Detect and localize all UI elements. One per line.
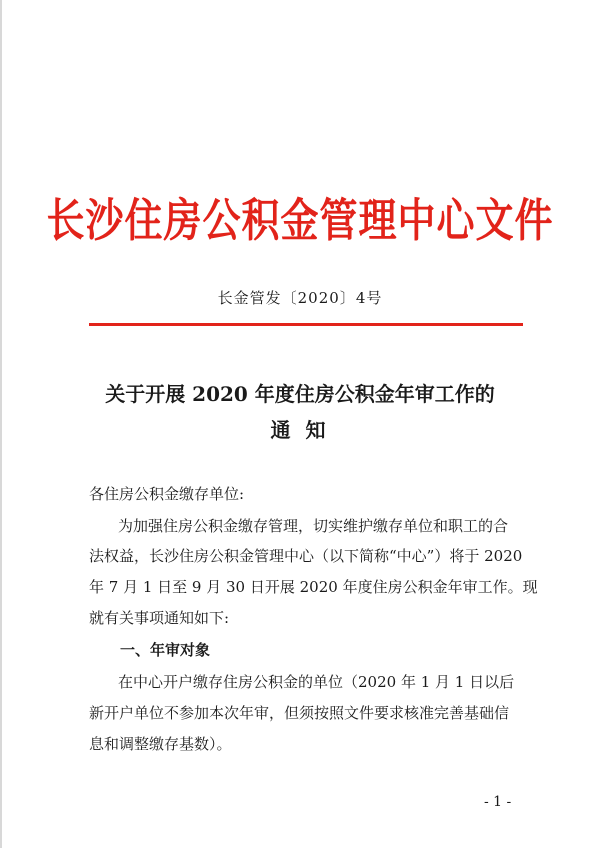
salutation: 各住房公积金缴存单位: [89,485,245,503]
document-number: 长金管发〔2020〕4号 [217,289,383,307]
paragraph-1-line-4: 就有关事项通知如下: [89,609,230,627]
paragraph-1-line-2: 法权益，长沙住房公积金管理中心（以下简称“中心”）将于 2020 [89,547,523,565]
paragraph-1-line-3: 年 7 月 1 日至 9 月 30 日开展 2020 年度住房公积金年审工作。现 [89,578,538,596]
red-divider [89,323,523,326]
notice-title-line-1: 关于开展 2020 年度住房公积金年审工作的 [105,382,495,406]
paragraph-2-line-2: 新开户单位不参加本次年审，但须按照文件要求核准完善基础信 [89,704,510,722]
notice-title-line-2: 通 知 [270,418,330,442]
section-1-heading: 一、年审对象 [120,641,211,659]
paragraph-1-line-1: 为加强住房公积金缴存管理，切实维护缴存单位和职工的合 [118,517,509,535]
paragraph-2-line-1: 在中心开户缴存住房公积金的单位（2020 年 1 月 1 日以后 [118,673,515,691]
page-number: - 1 - [484,794,512,810]
paragraph-2-line-3: 息和调整缴存基数）。 [89,735,232,753]
header-title: 长沙住房公积金管理中心文件 [46,193,554,247]
